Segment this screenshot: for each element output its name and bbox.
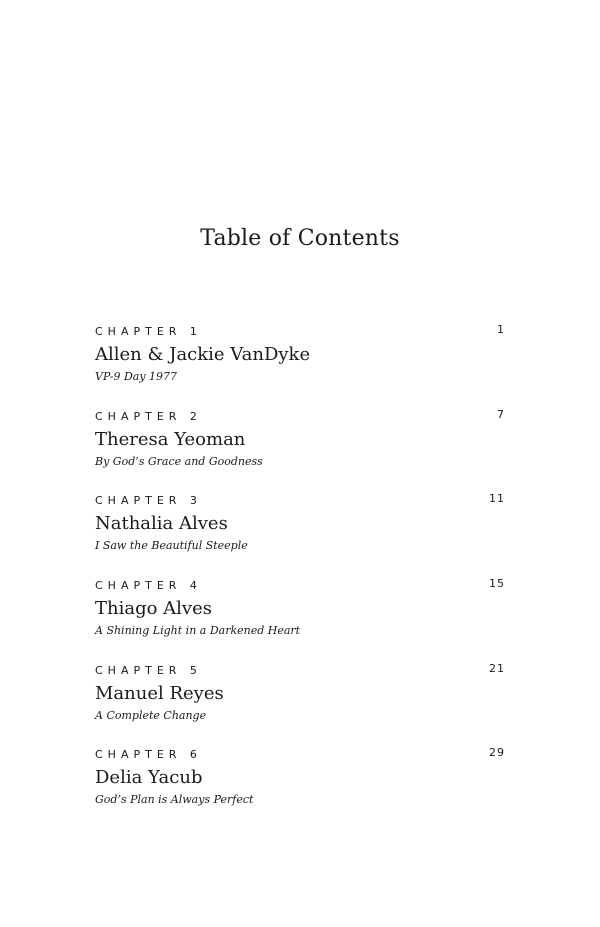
- chapter-label: CHAPTER 1: [95, 325, 202, 338]
- chapter-subtitle: A Shining Light in a Darkened Heart: [95, 624, 301, 638]
- chapter-subtitle: By God’s Grace and Goodness: [95, 454, 263, 468]
- chapter-subtitle: A Complete Change: [95, 708, 207, 722]
- chapter-name: Nathalia Alves: [95, 513, 228, 535]
- chapter-name: Thiago Alves: [95, 598, 212, 620]
- chapter-subtitle: VP-9 Day 1977: [95, 370, 178, 383]
- chapter-label: CHAPTER 4: [95, 579, 202, 593]
- chapter-row: [95, 407, 505, 423]
- page-title: Table of Contents: [200, 226, 400, 251]
- chapter-row: [95, 491, 505, 507]
- chapter-row: [95, 745, 505, 761]
- chapter-name: Theresa Yeoman: [95, 428, 246, 450]
- chapter-page-number: 21: [489, 661, 505, 675]
- chapter-name: Manuel Reyes: [95, 682, 224, 704]
- chapter-page-number: 1: [497, 323, 505, 336]
- chapter-label: CHAPTER 5: [95, 663, 202, 677]
- chapter-subtitle: God’s Plan is Always Perfect: [95, 793, 254, 807]
- toc-entry: [95, 745, 505, 830]
- toc-entry: [95, 407, 505, 492]
- toc-list: [95, 322, 505, 830]
- chapter-label: CHAPTER 2: [95, 409, 202, 423]
- chapter-page-number: 15: [489, 577, 505, 591]
- toc-entry: [95, 322, 505, 407]
- chapter-row: [95, 576, 505, 592]
- toc-entry: [95, 491, 505, 576]
- chapter-row: [95, 322, 505, 338]
- chapter-page-number: 7: [497, 407, 505, 421]
- chapter-row: [95, 661, 505, 677]
- toc-entry: [95, 661, 505, 746]
- chapter-name: Allen & Jackie VanDyke: [95, 344, 311, 365]
- chapter-label: CHAPTER 3: [95, 494, 202, 508]
- chapter-page-number: 29: [489, 746, 505, 760]
- chapter-label: CHAPTER 6: [95, 748, 202, 762]
- chapter-name: Delia Yacub: [95, 767, 203, 789]
- chapter-page-number: 11: [489, 492, 505, 506]
- toc-entry: [95, 576, 505, 661]
- chapter-subtitle: I Saw the Beautiful Steeple: [95, 539, 248, 553]
